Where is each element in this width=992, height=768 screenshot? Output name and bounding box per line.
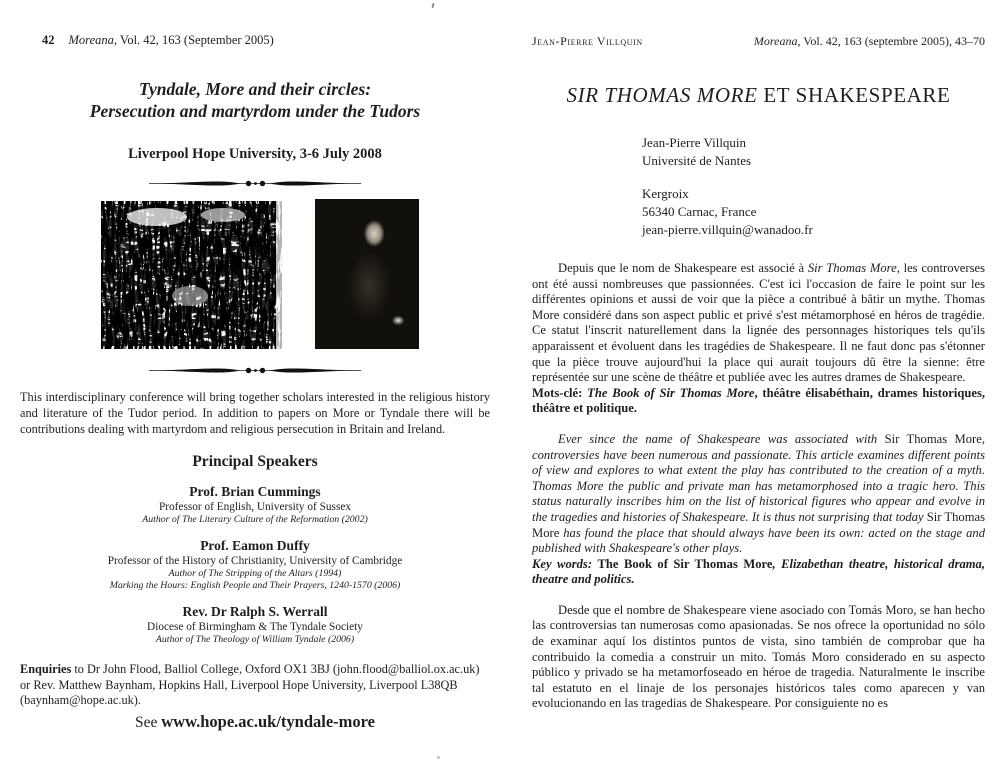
abstract-fr-text: , les controverses ont été aussi nombreuses que passionnées. C'est ici l'occasion de faire le point sur les différentes opinions et aussi de voir que la pièce a contribué à bâtir un mythe. Thomas More considéré dans son aspect public et privé s'est métamorphosé en héros de tragédie. Ce statut l'inscrit naturellement dans la lignée des personnages historiques tels qu'ils apparaissent et évoluent dans les tragédies de Shakespeare. Il ne faut donc pas s'étonner que la pièce trouve aujourd'hui la place qui aurait toujours dû être la sienne: être représentée sur une scène de théâtre et publiée avec les autres drames de Shakespeare. [532,261,985,385]
journal-issue: Vol. 42, 163 (September 2005) [117,33,274,47]
abstract-en-text: Ever since the name of Shakespeare was associated with [558,431,885,446]
speaker-work: Marking the Hours: English People and Their Prayers, 1240-1570 (2006) [109,580,401,591]
play-title-roman: Sir Thomas More [884,431,982,446]
book-title: The Book of Sir Thomas More [597,556,773,571]
speaker-name: Prof. Eamon Duffy [200,538,310,553]
speaker-name: Prof. Brian Cummings [189,484,321,499]
abstract-spanish: Desde que el nombre de Shakespeare viene asociado con Tomás Moro, se han hecho las controversias tan numerosas como apasionadas. Se nos ofrece la oportunidad no sólo de examinar aquí los distintos puntos de vista, sino también de comprobar que ha contribuido la comedia a construir un mito. Tomás Moro considerado en su aspecto público y privado se ha metamorfoseado en héroe de tragedia. Naturalmente le inscribe tal estatuto en el linaje de los personajes históricos tales como aparecen y van evolucionando en las tragedias de Shakespeare. Por consiguiente no es [532,602,985,711]
article-title-rest: ET SHAKESPEARE [757,83,951,107]
journal-name: Moreana [753,34,798,48]
speaker-work: Author of The Stripping of the Altars (1994) [168,568,342,579]
book-title: The Book of Sir Thomas More [587,385,755,400]
portrait-painting-image [315,199,419,349]
abstract-english [532,432,985,557]
speaker-role: Professor of English, University of Sussex [158,501,352,513]
author-address-line1: Kergroix [642,186,689,201]
ornament-divider [146,177,364,190]
abstract-en-text: , controversies have been numerous and passionate. This article examines different points of view and explores to what extent the play has contributed to the creation of a myth. Thomas More the public and private man has metamorphosed into a tragic hero. This status naturally inscribes him on the list of historical figures who appear and evolve in the tragedies and histories of Shakespeare. It is thus not surprising that today [532,431,985,524]
enquiries-label: Enquiries [20,662,72,676]
key-words-label: Key words: [532,556,598,571]
conference-title-line1: Tyndale, More and their circles: [138,79,372,99]
abstract-en-text: has found the place that should always have been its own: acted on the stage and published with Shakespeare's other plays. [532,525,985,556]
website-line [20,712,490,732]
key-words-line [532,557,985,588]
speaker-role: Diocese of Birmingham & The Tyndale Society [147,621,363,633]
conference-url: www.hope.ac.uk/tyndale-more [161,711,375,731]
conference-title [20,78,490,122]
running-issue [754,34,985,49]
journal-issue: , Vol. 42, 163 (septembre 2005), 43–70 [797,34,985,48]
journal-name: Moreana, [68,33,117,47]
mots-cle-line [532,386,985,417]
speaker-block-cummings [20,484,490,525]
conference-description: This interdisciplinary conference will bring together scholars interested in the religious history and literature of the Tudor period. In addition to papers on More or Tyndale there will be contributions dealing with martyrdom and religious persecution in Britain and Ireland. [20,390,490,436]
speaker-work: Author of The Literary Culture of the Reformation (2002) [142,514,368,525]
running-author: Jean-Pierre Villquin [532,34,643,48]
speaker-name: Rev. Dr Ralph S. Werrall [182,604,328,619]
abstract-fr-text: Depuis que le nom de Shakespeare est associé à [558,261,808,275]
scan-artifact-speck [437,756,440,759]
right-running-header [532,34,985,49]
key-words-rest: , Elizabethan theatre, historical drama, theatre and politics. [532,556,986,587]
author-email: jean-pierre.villquin@wanadoo.fr [642,222,813,237]
abstract-french [532,261,985,386]
author-university: Université de Nantes [642,153,752,168]
play-title-italic: Sir Thomas More [807,261,897,275]
author-affiliation-block [642,134,985,239]
article-body [532,261,985,712]
author-address-line2: 56340 Carnac, France [642,204,757,219]
ornament-divider [146,364,364,377]
speaker-block-duffy [20,538,490,591]
left-page [20,0,490,768]
article-title [532,83,985,108]
right-page [532,0,985,768]
speakers-heading: Principal Speakers [192,453,318,470]
illustration-row [20,198,490,350]
martyrdom-engraving-image [95,201,282,349]
play-title-roman: Sir Thomas More [532,509,985,540]
author-name: Jean-Pierre Villquin [642,135,747,150]
article-title-italic: SIR THOMAS MORE [566,83,758,107]
speaker-work: Author of The Theology of William Tyndale (2006) [155,634,355,645]
enquiries-text: to Dr John Flood, Balliol College, Oxford OX1 3BJ (john.flood@balliol.ox.ac.uk) or Rev. Matthew Baynham, Hopkins Hall, Liverpool Hope University, Liverpool L38QB (baynham@hope.ac.uk). [20,662,480,707]
speaker-role: Professor of the History of Christianity, University of Cambridge [107,555,403,567]
left-running-header [20,33,490,48]
enquiries-paragraph [20,662,490,709]
conference-venue: Liverpool Hope University, 3-6 July 2008 [128,146,382,162]
mots-cle-rest: , théâtre élisabéthain, drames historiques, théâtre et politique. [532,385,985,416]
speaker-block-werrall [20,604,490,645]
see-prefix: See [134,713,162,731]
conference-title-line2: Persecution and martyrdom under the Tudors [89,101,421,121]
mots-cle-label: Mots-clé: [532,385,588,400]
page-number: 42 [42,33,55,47]
